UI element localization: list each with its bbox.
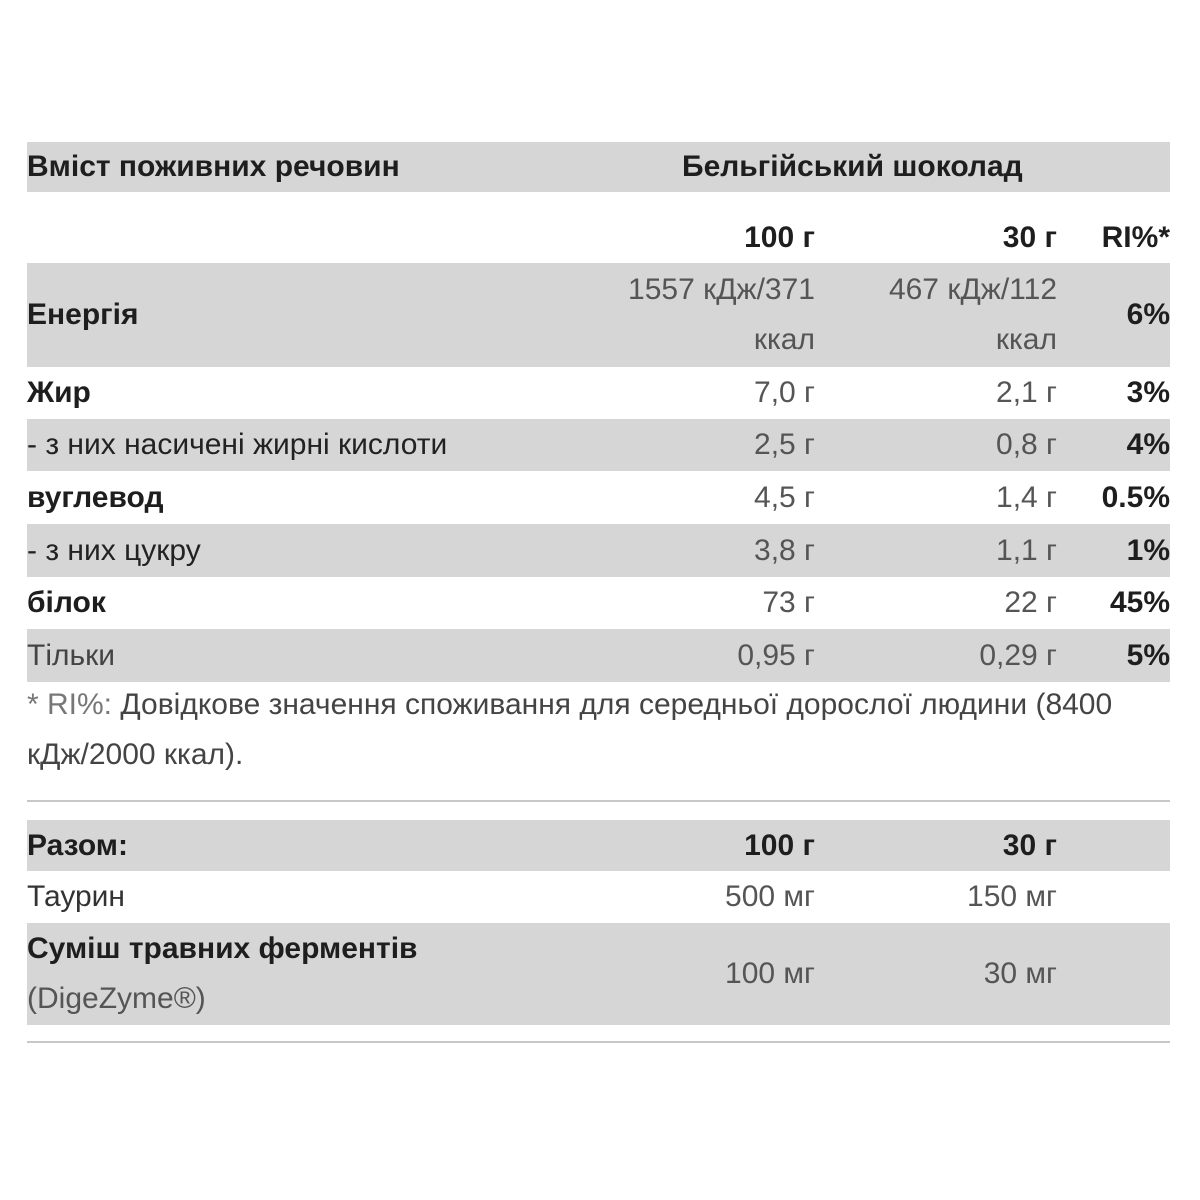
- ingredient-name: Таурин: [27, 880, 125, 913]
- nutrient-value-100g: 7,0 г: [754, 376, 815, 409]
- footnote-marker: * RI%:: [27, 688, 113, 721]
- flavor-name: Бельгійський шоколад: [682, 150, 1023, 183]
- nutrient-ri: 1%: [1126, 533, 1170, 567]
- nutrient-value-30g: 0,8 г: [996, 428, 1057, 461]
- nutrient-value-30g: 1,1 г: [996, 533, 1057, 567]
- ingredient-value-30g: 30 мг: [983, 957, 1057, 990]
- nutrient-value-30g: 2,1 г: [996, 376, 1057, 409]
- nutrient-value-30g: 22 г: [1004, 586, 1057, 619]
- table-title: Вміст поживних речовин: [27, 150, 400, 183]
- nutrient-value-30g: 467 кДж/112 ккал: [888, 273, 1057, 356]
- nutrient-value-100g: 2,5 г: [754, 428, 815, 461]
- column-header-row: [27, 192, 1170, 263]
- nutrient-value-30g: 0,29 г: [979, 638, 1057, 672]
- table-row-saturated-fat: [27, 419, 1170, 471]
- table-row-energy: [27, 263, 1170, 367]
- bottom-divider: [27, 1041, 1170, 1043]
- nutrient-value-100g: 73 г: [762, 586, 815, 619]
- extras-header-100g: 100 г: [744, 828, 815, 862]
- nutrient-ri: 4%: [1126, 428, 1170, 461]
- divider: [27, 800, 1170, 802]
- ingredient-value-30g: 150 мг: [967, 880, 1057, 913]
- table-row-fat: [27, 367, 1170, 419]
- footnote-text: Довідкове значення споживання для середньої дорослої людини (8400 кДж/2000 ккал).: [27, 688, 1113, 771]
- nutrient-ri: 45%: [1109, 586, 1170, 619]
- nutrient-name: Тільки: [27, 638, 116, 672]
- ri-footnote: [27, 680, 1170, 780]
- nutrient-value-100g: 3,8 г: [754, 533, 815, 567]
- nutrient-value-30g: 1,4 г: [996, 480, 1057, 514]
- ingredient-value-100g: 500 мг: [725, 880, 815, 913]
- ingredient-name: Суміш травних ферментів (DigeZyme®): [27, 932, 418, 1015]
- nutrient-value-100g: 1557 кДж/371 ккал: [628, 273, 815, 356]
- table-row-salt: [27, 629, 1170, 682]
- extras-title: Разом:: [27, 828, 128, 862]
- table-header-row: [27, 142, 1170, 192]
- nutrient-name: - з них насичені жирні кислоти: [27, 428, 448, 461]
- extras-header-30g: 30 г: [1002, 828, 1057, 862]
- nutrient-name: Жир: [27, 376, 91, 409]
- nutrient-ri: 3%: [1126, 376, 1170, 409]
- table-row-taurine: [27, 871, 1170, 923]
- nutrient-name: білок: [27, 586, 106, 619]
- column-header-100g: 100 г: [744, 220, 815, 254]
- ingredient-value-100g: 100 мг: [725, 957, 815, 990]
- nutrient-name: Енергія: [27, 298, 139, 331]
- table-row-digestive-enzymes: [27, 923, 1170, 1025]
- nutrition-table: [27, 142, 1170, 682]
- nutrient-name: - з них цукру: [27, 533, 201, 567]
- nutrient-ri: 5%: [1126, 638, 1170, 672]
- table-row-protein: [27, 577, 1170, 629]
- table-row-sugars: [27, 524, 1170, 577]
- column-header-30g: 30 г: [1002, 220, 1057, 254]
- nutrient-value-100g: 0,95 г: [737, 638, 815, 672]
- column-header-ri: RI%*: [1101, 220, 1170, 254]
- nutrient-ri: 0.5%: [1101, 480, 1170, 514]
- nutrient-value-100g: 4,5 г: [754, 480, 815, 514]
- extras-header-row: [27, 820, 1170, 871]
- extras-table: [27, 820, 1170, 1025]
- nutrient-ri: 6%: [1126, 298, 1170, 331]
- table-row-carbohydrate: [27, 471, 1170, 524]
- nutrient-name: вуглевод: [27, 480, 164, 514]
